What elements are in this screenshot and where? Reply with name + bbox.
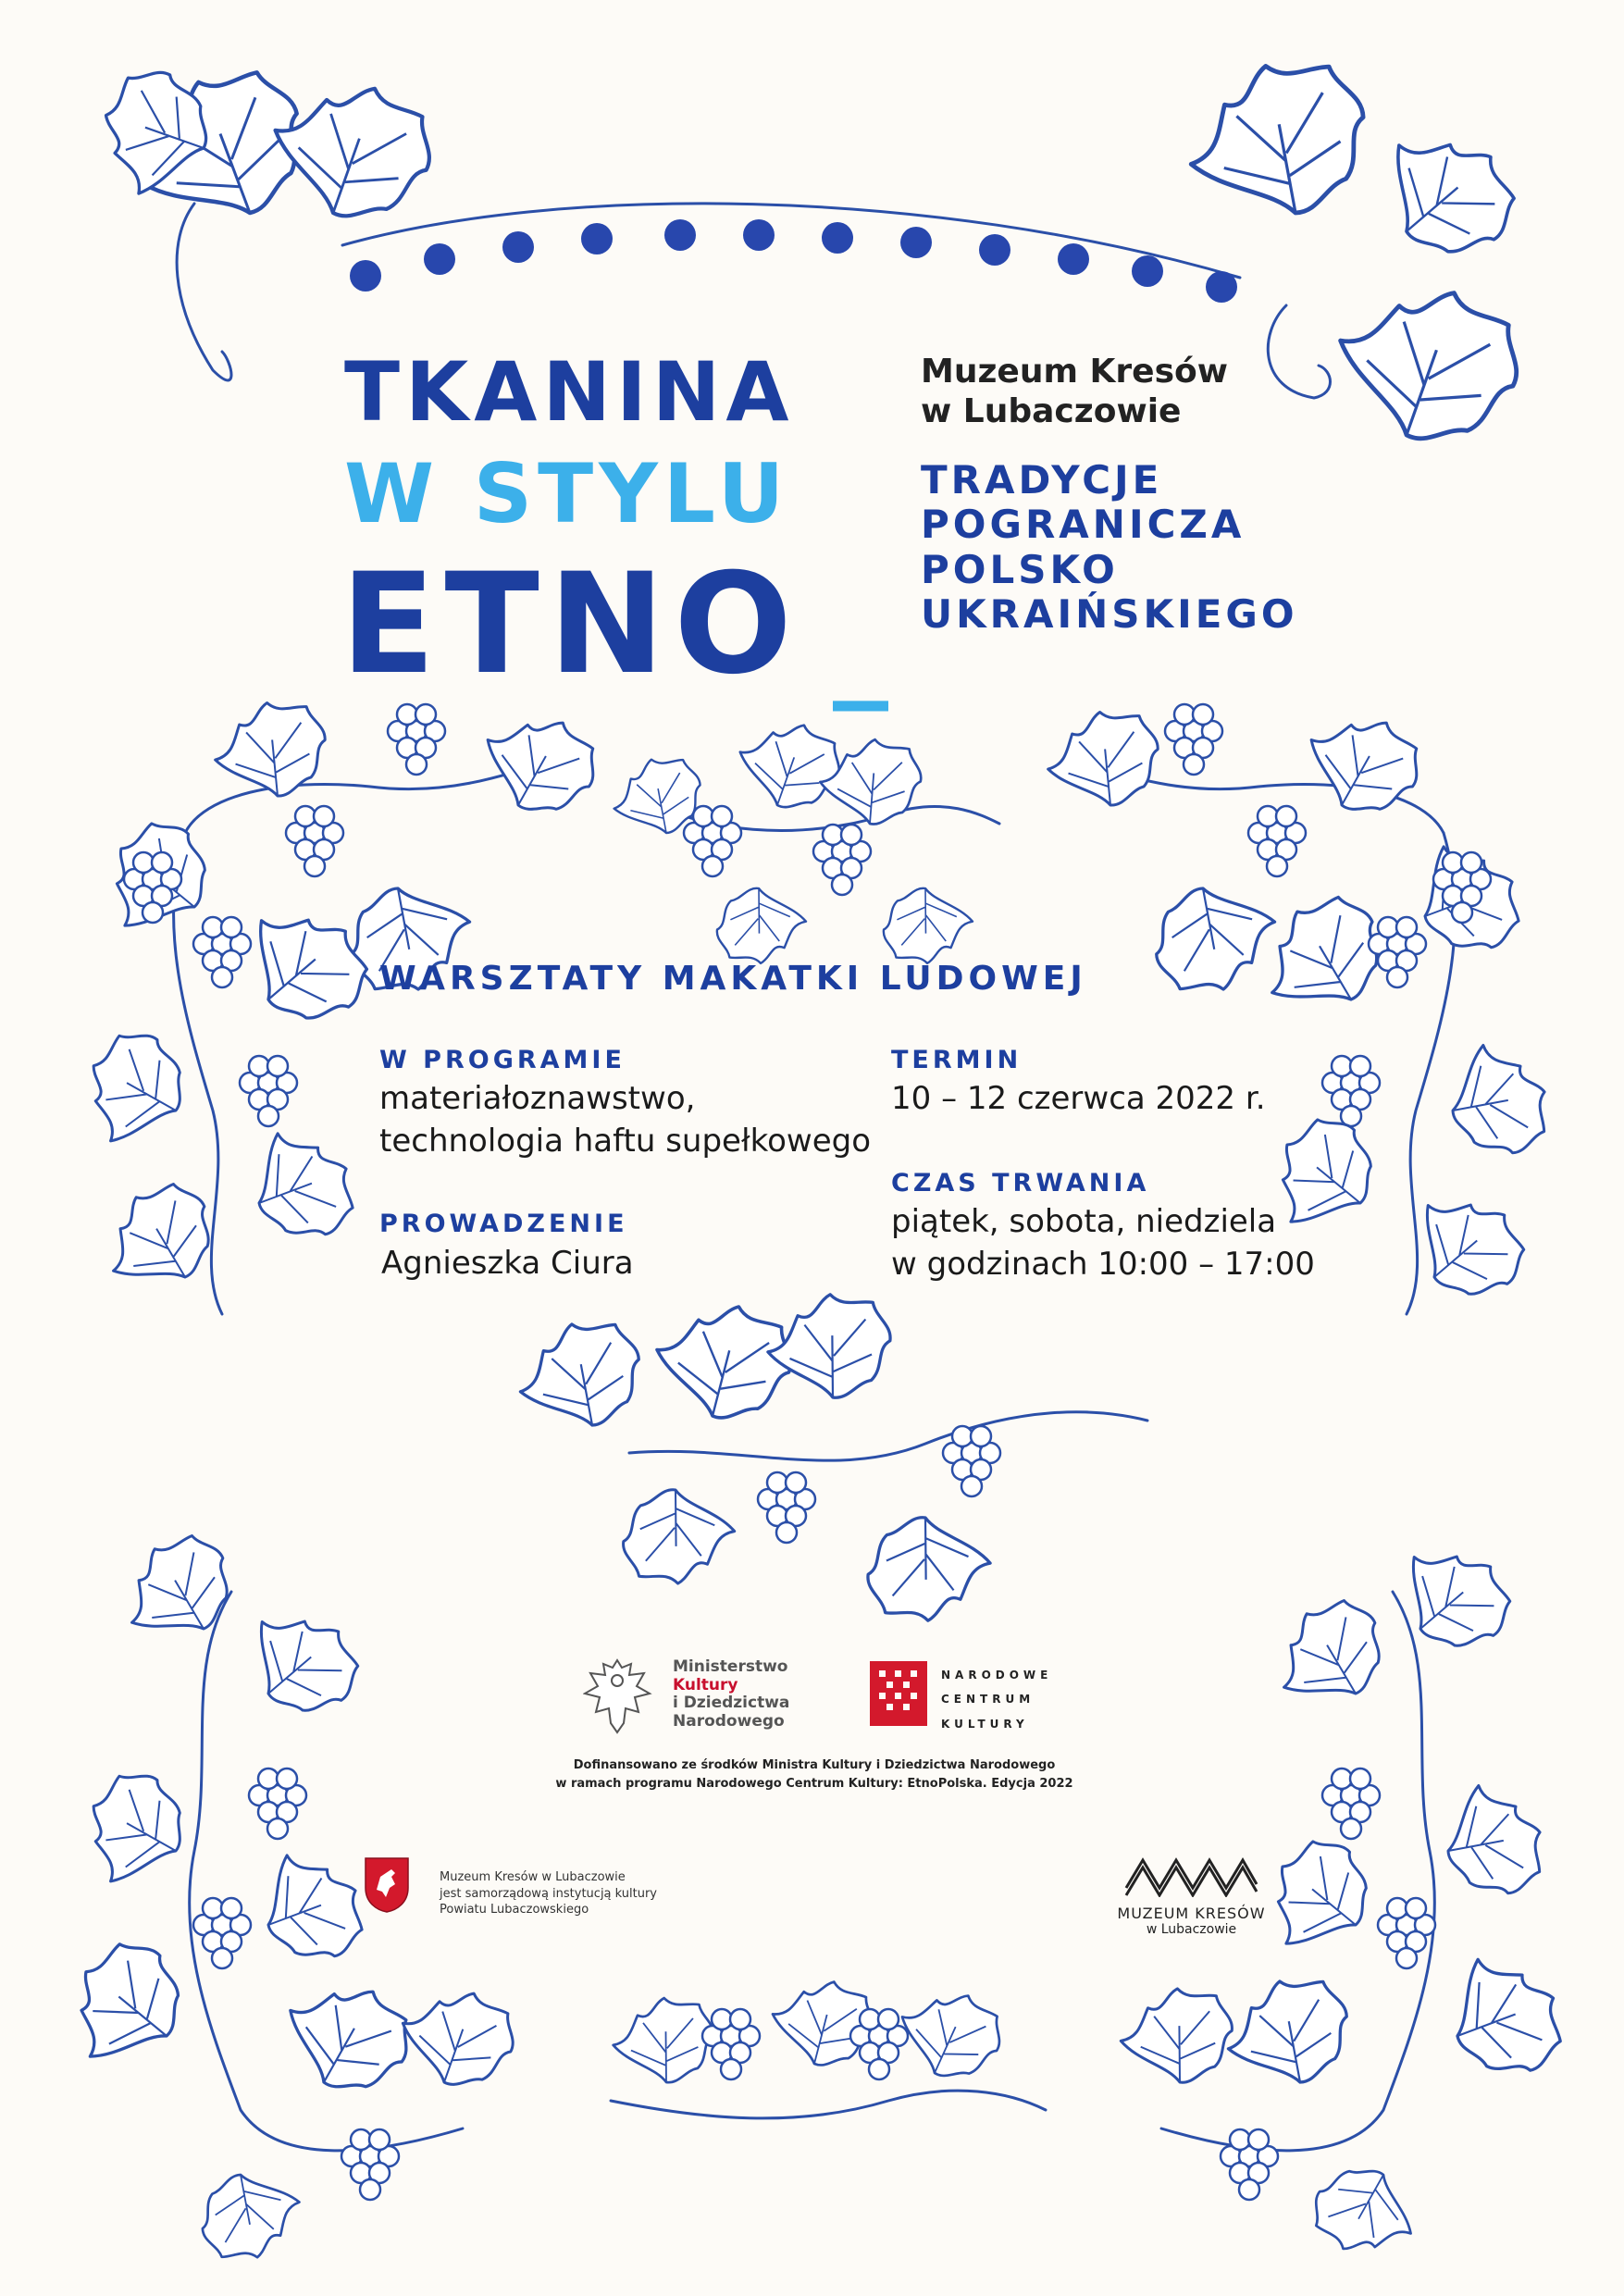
museum-name: Muzeum Kresów w Lubaczowie: [921, 353, 1228, 431]
ministry-logo-text: Ministerstwo Kultury i Dziedzictwa Narodowego: [673, 1657, 790, 1731]
workshop-title: WARSZTATY MAKATKI LUDOWEJ: [379, 960, 1087, 998]
lead-name: Agnieszka Ciura: [381, 1245, 634, 1282]
county-coat-of-arms-icon: [364, 1856, 410, 1914]
nck-logo-icon: [870, 1661, 927, 1726]
duration-text: piątek, sobota, niedziela w godzinach 10:00 – 17:00: [891, 1203, 1315, 1283]
museum-logo-icon: [1124, 1851, 1258, 1897]
title-line-3: ETNO: [341, 544, 801, 705]
duration-heading: CZAS TRWANIA: [891, 1169, 1150, 1198]
funding-note: Dofinansowano ze środków Ministra Kultury i Dziedzictwa Narodowego w ramach programu Narodowego Centrum Kultury: EtnoPolska. Edycja 2022: [555, 1758, 1073, 1791]
program-heading: W PROGRAMIE: [379, 1046, 626, 1074]
nck-logo-text: NARODOWE CENTRUM KULTURY: [941, 1669, 1053, 1731]
title-underscore: _: [833, 583, 894, 712]
eagle-emblem-icon: [583, 1657, 652, 1735]
term-heading: TERMIN: [891, 1046, 1023, 1074]
subtitle: TRADYCJE POGRANICZA POLSKO UKRAIŃSKIEGO: [921, 457, 1298, 637]
title-line-2: W STYLU: [344, 446, 790, 541]
county-note: Muzeum Kresów w Lubaczowie jest samorządową instytucją kultury Powiatu Lubaczowskiego: [440, 1870, 658, 1917]
title-line-1: TKANINA: [344, 344, 795, 440]
museum-logo-text: MUZEUM KRESÓW w Lubaczowie: [1117, 1905, 1266, 1938]
term-value: 10 – 12 czerwca 2022 r.: [891, 1080, 1266, 1117]
program-text: materiałoznawstwo, technologia haftu supełkowego: [379, 1080, 872, 1160]
lead-heading: PROWADZENIE: [379, 1210, 628, 1238]
